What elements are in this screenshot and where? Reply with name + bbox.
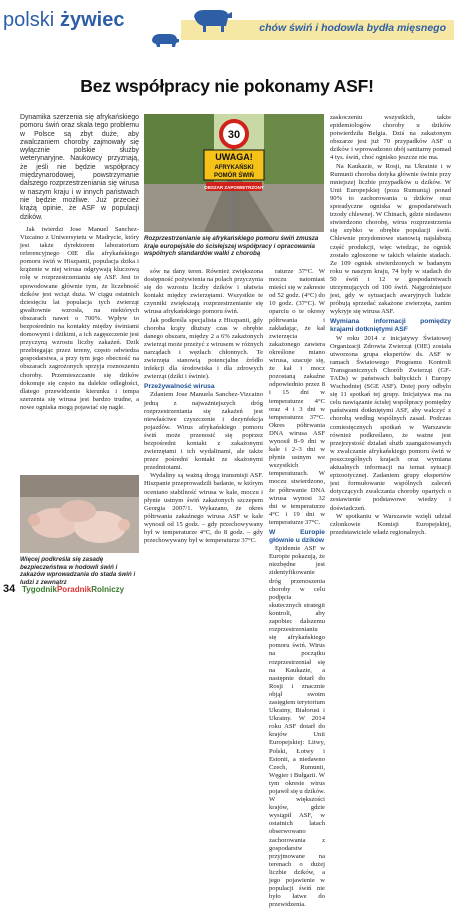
footer-logo-part: Poradnik [56, 585, 92, 594]
text-column-4 [330, 114, 451, 537]
text-column-1 [20, 114, 139, 412]
photo-caption: Rozprzestrzenianie się afrykańskiego pomoru świń zmusza kraje europejskie do ścisłejszej współpracy i opracowania wspólnych standardów walki z chorobą [144, 235, 319, 257]
paragraph: Epidemie ASF w Europie pokazują, że niezbędne jest zidentyfikowanie dróg przenoszenia choroby w celu podjęcia skutecznych strategii kontroli, aby zapobiec dalszemu rozprzestrzenianiu się afrykańskiego pomoru świń. Wirus na początku rozprzestrzeniał się na Kaukazie, a następnie dotarł do Rosji i znacznie objął swoim zasięgiem terytorium Ukrainy, Białorusi i Ukrainy. W 2014 roku ASF dotarł do krajów Unii Europejskiej: Litwy, Polski, Łotwy i Estonii, a niedawno Czech, Rumunii, Węgier i Bułgarii. W tym okresie wirus pojawił się u dzików. W większości krajów, gdzie wystąpił ASF, w ostatnich latach obserwowano zachorowania z gospodarstw przyjmowane na terenach o dużej liczbie dzików, a jego pojawienie w populacji świń nie było łatwe do przewidzenia. [269, 545, 325, 909]
paragraph: raturze 37°C. W moczu natomiast mieści się w zakresie od 52 godz. (4°C) do 10 godz. (37°C). W oparciu o te okresy półtrwania i zakładając, że kał zwierzęcia zakażonego zawiera określone miano wirusa, szacuje się, że kał i mocz pozostaną zakaźne odpowiednio przez 8 i 15 dni w temperaturze 4°C oraz 4 i 3 dni w temperaturze 37°C. Okres półtrwania DNA wirusa ASF wynosił 8–9 dni w kale i 2–3 dni w płynie ustnym we wszystkich temperaturach. W moczu stwierdzono, że półtrwanie DNA wirusa wynosi 32 dni w temperaturze 4°C i 19 dni w temperaturze 37°C. [269, 268, 325, 526]
paragraph: Jak podkreśla specjalista z Hiszpanii, gdy choroba krąży dłuższy czas w obrębie danego obszaru, między 2 a 6% zakażonych zwierząt może przeżyć z wirusem w różnych narządach i węzłach chłonnych. Te zwierzęta stanowią potencjalne źródło infekcji dla środowiska i dla zdrowych zwierząt (dziki i świnie). [144, 316, 263, 381]
pigs-caption: Więcej podkreśla się zasadę bezpieczeństwa w hodowli świń i zakazów wprowadzania do stada świń i ludzi z zewnątrz [20, 556, 136, 586]
page-header [0, 0, 454, 44]
footer-logo-part: Tygodnik [22, 585, 57, 594]
paragraph: Jak twierdzi Jose Manuel Sanchez-Vizcaino z Uniwersytetu w Madrycie, który jest także dyrektorem laboratorium referencyjnego OIE dla afrykańskiego pomoru świń w Hiszpanii, populacja dzika i krążenie w niej wirusa odgrywają kluczową rolę w rozprzestrzenianiu się ASF. Jest to spowodowane głównie tym, że liczebność dzików jest wciąż duża. W ciągu ostatnich dziesięciu lat populacja tych zwierząt gwałtownie wzrosła, na niektórych obszarach nawet o 700%. Wpływ to bezpośrednio na kontakty między świniami domowymi i dzikimi, a ich zagęszczenie jest przyczyną wzrostu liczby zakażeń. Dzik przebiegając przez tereny, często odwiedza gospodarstwa, a przy tym jego obecność na obszarach zagrożonych sprzyja roznoszeniu choroby. Przemieszczanie się dzików dokonuje się często na dalekie odległości, dlatego przewidzenie kierunku i tempa szerzenia się wirusa jest bardzo trudne, a nowe ogniska mogą pojawiać się nagle. [20, 225, 139, 411]
speed-limit-sign: 30 [227, 129, 241, 141]
subheading-cooperation: Wymiana informacji pomiędzy krajami dotkniętymi ASF [330, 318, 451, 334]
page-number: 34 [3, 583, 16, 595]
footer-logo-part: Rolniczy [91, 585, 125, 594]
text-column-2 [144, 268, 263, 545]
sign-warning-text: UWAGA! [215, 152, 253, 162]
paragraph: Na Kaukazie, w Rosji, na Ukrainie i w Rumunii choroba dotyka głównie świnie przy mniejszej liczbie przypadków u dzików. W Unii Europejskiej (poza Rumunią) ponad 90% to zachorowania u dzików oraz sporadyczne ogniska w gospodarstwach trzody chlewnej. W Chinach, gdzie niedawno stwierdzono chorobę, wirus rozprzestrzenia się szybko w obrębie populacji świń. Chlewnie przydomowe stanowią najsłabszą część produkcji, więc wiedząc, że ognisk zostało zgłoszone w takich właśnie stadach. Ze 109 ognisk stwierdzonych w badanym roku w naszym kraju, 74 były w stadach do 50 świń i 12 w gospodarstwach utrzymujących od 100 świń. Najgroźniejsze jest, gdy w sytuacjach awaryjnych ludzie próbują sprzedać zakażone zwierzęta, zanim wykryje się wirusa ASF. [330, 162, 451, 316]
article-lead: Dynamika szerzenia się afrykańskiego pomoru świń oraz skala tego problemu w Polsce są zbyt duże, aby zwalczaniem choroby zajmowały się wyłącznie polskie służby weterynaryjne. Naukowcy przyznają, że jeśli nie będzie współpracy międzynarodowej, powstrzymanie dalszego rozprzestrzeniania się wirusa w naszym kraju i w innych państwach nie będzie możliwe. Już przecież krążą opinie, że ASF w populacji dzików. [20, 114, 139, 221]
brand-polski: polski [3, 9, 55, 31]
pig-icon [150, 30, 180, 50]
road-sign-photo [144, 114, 324, 232]
sign-line-2: POMÓR ŚWIŃ [214, 173, 254, 179]
paragraph: sów na dany teren. Również zwiększona dostępność pożywienia na polach przyczynia się do wzrostu liczby dzików i ułatwia kontakt między zwierzętami. Wszystkie te czynniki zwiększają rozprzestrzenianie się wirusa afrykańskiego pomoru świń. [144, 268, 264, 316]
subheading-survival: Przeżywalność wirusa [144, 383, 215, 391]
paragraph: W roku 2014 z inicjatywy Światowej Organizacji Zdrowia Zwierząt (OIE) została utworzona grupa ekspertów ds. ASF w ramach Światowego Programu Kontroli Transgranicznych Chorób Zwierząt (GF-TADs) w państwach bałtyckich i Europy Wschodniej (SGE ASF). Dotej pory odbyło się 11 spotkań tej grupy. Inicjatywa ma na celu nawiązanie ścisłej współpracy pomiędzy państwami dotkniętymi ASF, aby walczyć z chorobą według wspólnych zasad. Podczas comiesięcznych spotkań w Warszawie również podkreślano, że ważne jest przejrzystość działań służb zaangażowanych w zwalczanie afrykańskiego pomoru świń w poszczególnych krajach oraz wymiana aktualnych informacji na temat sytuacji epizootycznej. Zadaniem grupy ekspertów jest formułowanie wspólnych zaleceń dotyczących zwalczania choroby opartych o zestawienie podstawowe wiedzy i doświadczeń. [330, 334, 451, 512]
road-sign-illustration [144, 114, 324, 232]
header-subtitle: chów świń i hodowla bydła mięsnego [259, 22, 446, 34]
paragraph: W spotkaniu w Warszawie wzięli udział członkowie Komisji Europejskiej, przedstawiciele władz regionalnych. [330, 512, 451, 536]
footer-logo [22, 585, 124, 594]
paragraph: Zdaniem Jose Manuela Sanchez-Vizcaino jedną z najważniejszych dróg rozprzestrzeniania się zakażeń jest niewłaściwe czyszczenie i dezynfekcja pojazdów. Wirus afrykańskiego pomoru świń może przenosić się poprzez bezpośredni kontakt z zakażonymi zwierzętami i ich wydalinami, ale także przez pośredni kontakt ze skażonymi przedmiotami. [144, 391, 263, 472]
subheading-europe: W Europie głównie u dzików [269, 529, 325, 545]
sign-line-1: AFRYKAŃSKI [214, 165, 254, 171]
cow-icon [190, 2, 234, 36]
brand-zywiec: żywiec [60, 9, 125, 31]
sign-zone-text: OBSZAR ZAPOWIETRZONY [204, 185, 264, 190]
article-title: Bez współpracy nie pokonamy ASF! [80, 76, 374, 96]
pigs-photo [20, 475, 139, 553]
paragraph: zaskoczeniu wszystkich, także epidemiologów choroby u dzików potwierdziła Belgia. Dziś na zakażonym obszarze jest już 70 przypadków ASF u dzików i wprowadzono ubój sanitarny pomad 4 tys. świń, choć ognisko jeszcze nie ma. [330, 114, 451, 162]
page-footer [0, 580, 454, 600]
pigs-illustration [20, 475, 139, 553]
paragraph: Wydaliny są ważną drogą transmisji ASF. Hiszpanie przeprowadzili badanie, w którym oceniano stabilność wirusa w kale, moczu i płynie ustnym świń zakażonych szczepem Georgia 2007/1. Wykazano, że okres półtrwania zakaźnego wirusa ASF w kale wynosił od 15 godz. – gdy przechowywany był w temperaturze 4°C, do 8 godz. – gdy przechowywany był w temperaturze 37°C. [144, 472, 263, 545]
